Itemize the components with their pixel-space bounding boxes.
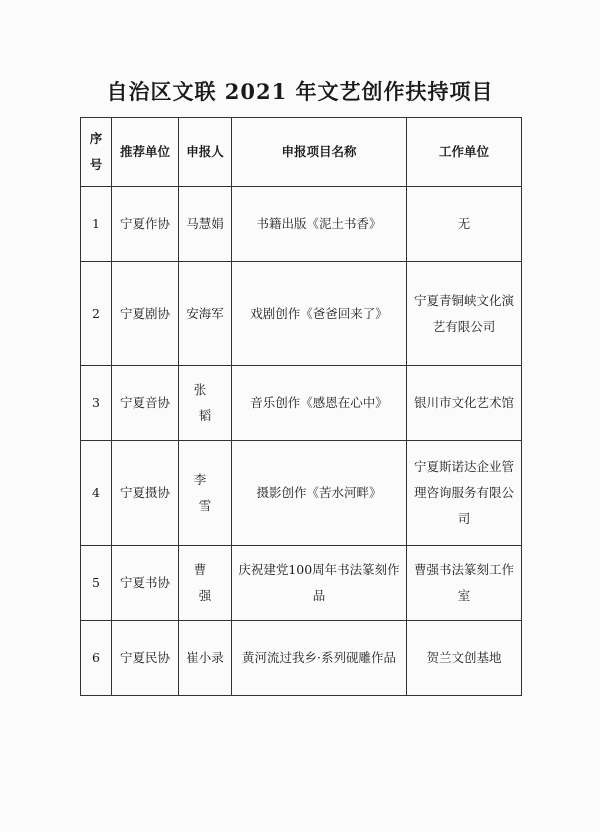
- applicant-name: 曹强: [193, 562, 222, 603]
- cell-org: 宁夏摄协: [112, 441, 179, 546]
- applicant-name: 李雪: [193, 472, 222, 513]
- cell-unit: 银川市文化艺术馆: [407, 366, 522, 441]
- cell-project: 戏剧创作《爸爸回来了》: [232, 262, 407, 366]
- cell-project: 黄河流过我乡·系列砚雕作品: [232, 621, 407, 696]
- cell-project: 摄影创作《苦水河畔》: [232, 441, 407, 546]
- cell-unit: 贺兰文创基地: [407, 621, 522, 696]
- table-row: [81, 546, 522, 621]
- cell-num: 2: [81, 262, 112, 366]
- cell-project: 书籍出版《泥土书香》: [232, 187, 407, 262]
- cell-unit: 曹强书法篆刻工作室: [407, 546, 522, 621]
- cell-project: 庆祝建党100周年书法篆刻作品: [232, 546, 407, 621]
- projects-table: [80, 117, 522, 696]
- cell-unit: 无: [407, 187, 522, 262]
- cell-unit: 宁夏斯诺达企业管理咨询服务有限公司: [407, 441, 522, 546]
- cell-org: 宁夏音协: [112, 366, 179, 441]
- cell-org: 宁夏民协: [112, 621, 179, 696]
- cell-applicant: 马慧娟: [179, 187, 232, 262]
- table-row: [81, 366, 522, 441]
- cell-num: 1: [81, 187, 112, 262]
- cell-applicant: [179, 441, 232, 546]
- cell-org: 宁夏书协: [112, 546, 179, 621]
- table-row: [81, 441, 522, 546]
- cell-num: 3: [81, 366, 112, 441]
- header-num: 序号: [81, 118, 112, 187]
- table-row: [81, 621, 522, 696]
- header-project: 申报项目名称: [232, 118, 407, 187]
- cell-applicant: [179, 366, 232, 441]
- cell-num: 6: [81, 621, 112, 696]
- cell-project: 音乐创作《感恩在心中》: [232, 366, 407, 441]
- cell-applicant: 安海军: [179, 262, 232, 366]
- cell-applicant: 崔小录: [179, 621, 232, 696]
- cell-org: 宁夏剧协: [112, 262, 179, 366]
- table-header-row: [81, 118, 522, 187]
- header-org: 推荐单位: [112, 118, 179, 187]
- header-applicant: 申报人: [179, 118, 232, 187]
- page-title: 自治区文联 2021 年文艺创作扶持项目: [106, 79, 494, 104]
- table-row: [81, 262, 522, 366]
- cell-applicant: [179, 546, 232, 621]
- applicant-name: 张韬: [193, 382, 222, 423]
- cell-unit: 宁夏青铜峡文化演艺有限公司: [407, 262, 522, 366]
- cell-num: 4: [81, 441, 112, 546]
- cell-num: 5: [81, 546, 112, 621]
- table-row: [81, 187, 522, 262]
- cell-org: 宁夏作协: [112, 187, 179, 262]
- header-unit: 工作单位: [407, 118, 522, 187]
